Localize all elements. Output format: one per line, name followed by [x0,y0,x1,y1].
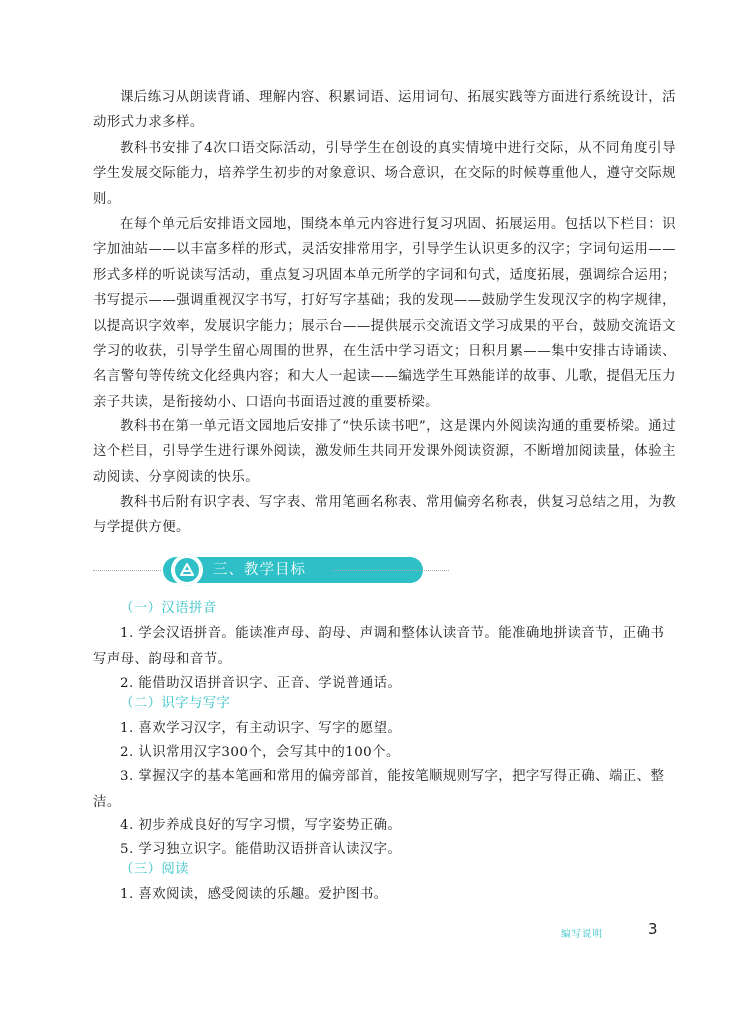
footer-label: 编写说明 [561,929,604,940]
subsection-title-pinyin: （一）汉语拼音 [120,601,217,616]
paragraph-oral-communication: 教科书安排了4次口语交际活动，引导学生在创设的真实情境中进行交际，从不同角度引导学生发展交际能力，培养学生初步的对象意识、场合意识，在交际的时候尊重他人，遵守交际规则。 [93,141,676,207]
paragraph-chinese-garden: 在每个单元后安排语文园地，围绕本单元内容进行复习巩固、拓展运用。包括以下栏目：识字加油站——以丰富多样的形式，灵活安排常用字，引导学生认识更多的汉字；字词句运用——形式多样的听说读写活动，重点复习巩固本单元所学的字词和句式，适度拓展，强调综合运用；书写提示——强调重视汉字书写，打好写字基础；我的发现——鼓励学生发现汉字的构字规律，以提高识字效率，发展识字能力；展示台——提供展示交流语文学习成果的平台，鼓励交流语文学习的收获，引导学生留心周围的世界，在生活中学习语文；日积月累——集中安排古诗诵读、名言警句等传统文化经典内容；和大人一起读——编选学生耳熟能详的故事、儿歌，提倡无压力亲子共读，是衔接幼小、口语向书面语过渡的重要桥梁。 [93,217,676,410]
divider-left [93,570,161,571]
pinyin-goal-1: 1. 学会汉语拼音。能读准声母、韵母、声调和整体认读音节。能准确地拼读音节，正确书写声母、韵母和音节。 [93,626,665,667]
paragraph-happy-reading: 教科书在第一单元语文园地后安排了“快乐读书吧”，这是课内外阅读沟通的重要桥梁。通过这个栏目，引导学生进行课外阅读，激发师生共同开发课外阅读资源，不断增加阅读量，体验主动阅读、分享阅读的快乐。 [93,419,676,485]
subsection-title-characters: （二）识字与写字 [120,696,231,711]
divider-right [333,570,449,571]
subsection-title-reading: （三）阅读 [120,862,189,877]
section-title: 三、教学目标 [213,562,306,578]
pinyin-goal-2: 2. 能借助汉语拼音识字、正音、学说普通话。 [120,676,402,691]
character-goal-2: 2. 认识常用汉字300个，会写其中的100个。 [120,745,400,760]
character-goal-5: 5. 学习独立识字。能借助汉语拼音认读汉字。 [120,842,402,857]
paragraph-exercises: 课后练习从朗读背诵、理解内容、积累词语、运用词句、拓展实践等方面进行系统设计，活动形式力求多样。 [93,90,676,131]
page-number: 3 [648,920,658,938]
character-goal-1: 1. 喜欢学习汉字，有主动识字、写字的愿望。 [120,721,402,736]
book-icon [171,554,203,586]
paragraph-appendix: 教科书后附有识字表、写字表、常用笔画名称表、常用偏旁名称表，供复习总结之用，为教与学提供方便。 [93,495,676,536]
reading-goal-1: 1. 喜欢阅读，感受阅读的乐趣。爱护图书。 [120,887,388,902]
character-goal-4: 4. 初步养成良好的写字习惯，写字姿势正确。 [120,818,402,833]
section-header-teaching-goals [93,557,453,585]
character-goal-3: 3. 掌握汉字的基本笔画和常用的偏旁部首，能按笔顺规则写字，把字写得正确、端正、整洁。 [93,769,665,810]
